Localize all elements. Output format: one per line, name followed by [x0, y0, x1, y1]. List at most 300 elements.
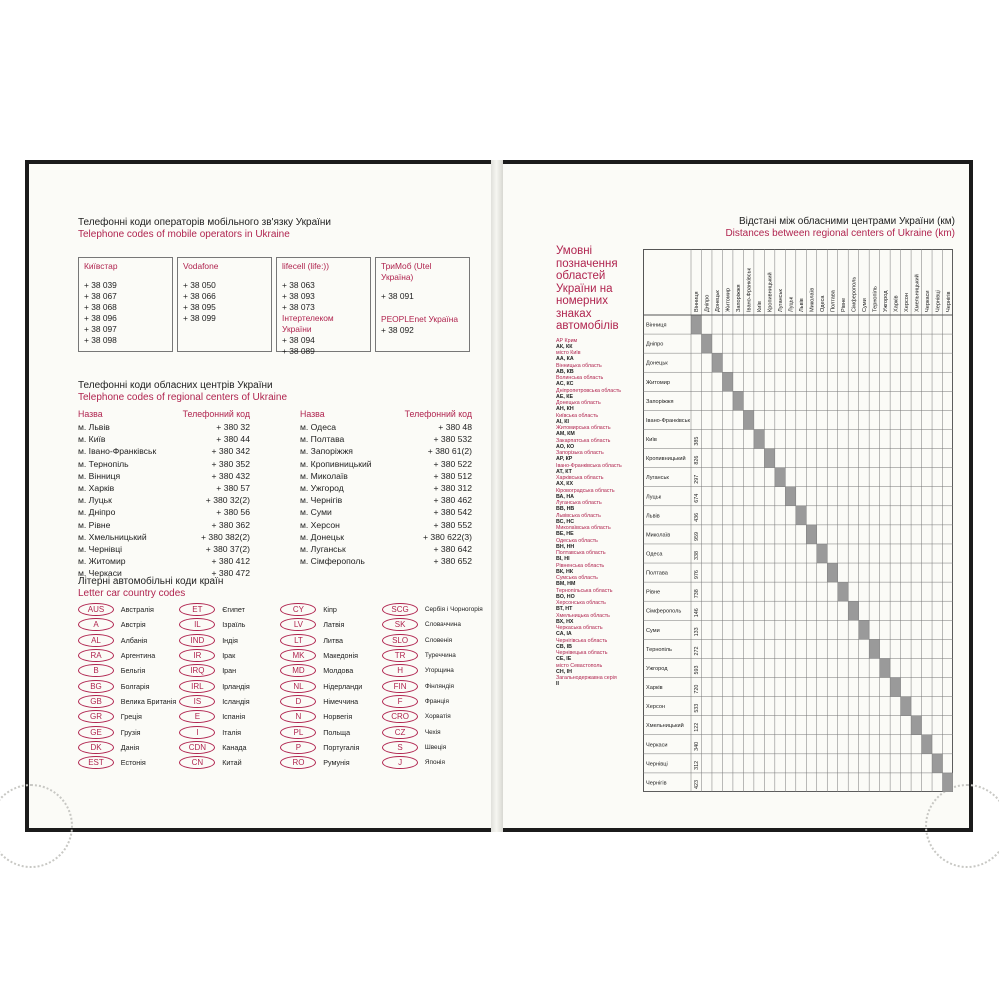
- country-name: Болгарія: [120, 681, 150, 691]
- country-code-cell: [78, 617, 118, 632]
- diagonal-cell: [691, 315, 701, 334]
- column-city-label: Вінниця: [694, 291, 701, 312]
- plate-code: АА, КА: [556, 356, 574, 363]
- operator-code: + 38 093: [282, 291, 315, 301]
- column-city-label: Луцьк: [788, 296, 795, 312]
- country-code-cell: [280, 755, 320, 770]
- country-name: Албанія: [120, 635, 148, 645]
- country-name: Польща: [323, 727, 351, 737]
- plate-code: АХ, КХ: [556, 481, 574, 488]
- country-name: Єгипет: [222, 605, 245, 615]
- operator-code: + 38 067: [84, 291, 117, 301]
- country-name: Італія: [222, 727, 242, 737]
- regional-row: [300, 494, 472, 506]
- regional-row: [78, 494, 250, 506]
- country-code-cell: [280, 602, 320, 617]
- country-code-cell: [280, 724, 320, 739]
- plate-code: ВС, НС: [556, 518, 575, 525]
- row-city-label: Вінниця: [646, 322, 667, 329]
- country-name: Німеччина: [323, 696, 359, 706]
- country-row: [78, 740, 495, 755]
- plate-region: Запорізька область: [556, 450, 604, 456]
- distance-value: 340: [694, 741, 701, 751]
- distance-value: 122: [694, 722, 701, 732]
- phone-code: + 380 412: [211, 556, 250, 567]
- plate-code: СВ, ІВ: [556, 643, 572, 650]
- column-city-label: Ужгород: [882, 290, 889, 312]
- left-page: [29, 164, 495, 828]
- diagonal-cell: [764, 449, 774, 468]
- regional-row: [78, 433, 250, 445]
- plate-code: ВН, НН: [556, 543, 575, 550]
- column-city-label: Сімферополь: [851, 276, 858, 312]
- city-name: м. Вінниця: [78, 470, 121, 481]
- country-name: Кіпр: [323, 605, 337, 615]
- operator-code: + 38 039: [84, 280, 117, 290]
- phone-code: + 380 642: [433, 544, 472, 555]
- city-name: м. Черкаси: [78, 568, 122, 579]
- country-code-cell: [280, 740, 320, 755]
- row-city-label: Чернівці: [646, 761, 668, 768]
- country-name: Велика Британія: [120, 696, 177, 706]
- regional-row: [78, 458, 250, 470]
- phone-code: + 380 362: [211, 519, 250, 530]
- distances-title-en: Distances between regional centers of Ukraine (km): [725, 228, 955, 239]
- plate-code: АР, КР: [556, 456, 573, 463]
- distance-value: 976: [694, 570, 701, 580]
- operator-code: + 38 073: [282, 302, 315, 312]
- diagonal-cell: [733, 391, 743, 410]
- regional-row: [300, 531, 472, 543]
- plate-region: місто Севастополь: [556, 662, 603, 669]
- country-name: Ісландія: [222, 696, 250, 706]
- country-code-cell: [179, 663, 219, 678]
- plate-region: Чернігівська область: [556, 637, 608, 644]
- country-code-oval: AUS: [78, 603, 114, 616]
- country-code-oval: MD: [280, 664, 316, 677]
- operator-sub-name: PEOPLEnet Україна: [381, 314, 459, 324]
- column-city-label: Кропивницький: [767, 272, 774, 312]
- plates-title: Умовні позначення областей України на номерних знаках автомобілів: [556, 245, 619, 332]
- country-name: Словенія: [424, 636, 453, 644]
- phone-code: + 380 57: [216, 483, 250, 494]
- country-code-oval: FIN: [382, 680, 418, 693]
- city-name: м. Запоріжжя: [300, 446, 353, 457]
- country-row: [78, 663, 495, 678]
- country-row: [78, 755, 495, 770]
- diagonal-cell: [701, 334, 711, 353]
- country-code-oval: NL: [280, 680, 316, 693]
- row-city-label: Суми: [646, 627, 660, 634]
- country-code-oval: CY: [280, 603, 316, 616]
- col-name-header: Назва: [300, 409, 325, 419]
- regional-row: [300, 543, 472, 555]
- plate-code: АТ, КТ: [556, 468, 572, 475]
- plate-code: АМ, КМ: [556, 431, 575, 438]
- column-city-label: Львів: [799, 298, 806, 312]
- plate-code: АН, КН: [556, 406, 574, 413]
- country-code-cell: [179, 602, 219, 617]
- country-name: Литва: [323, 635, 343, 645]
- operator-name: Київстар: [84, 261, 118, 271]
- regional-row: [300, 555, 472, 567]
- distance-value: 133: [694, 627, 701, 637]
- operator-code: + 38 099: [183, 313, 216, 323]
- plate-code: АК, КК: [556, 343, 573, 350]
- plate-code: ВВ, НВ: [556, 506, 575, 513]
- country-code-cell: [280, 663, 320, 678]
- country-row: [78, 724, 495, 739]
- plate-region: Волинська область: [556, 375, 604, 381]
- column-city-label: Полтава: [830, 290, 837, 312]
- distances-header: [725, 216, 955, 240]
- plate-code: АІ, КІ: [556, 418, 569, 425]
- diagonal-cell: [859, 620, 869, 639]
- operator-code: + 38 096: [84, 313, 117, 323]
- country-code-oval: IRL: [179, 680, 215, 693]
- plate-region: Миколаївська область: [556, 525, 611, 531]
- country-code-oval: PL: [280, 726, 316, 739]
- country-name: Австралія: [120, 605, 154, 615]
- phone-code: + 380 32(2): [205, 495, 250, 506]
- country-codes-table: [78, 602, 495, 770]
- country-code-cell: [78, 678, 118, 693]
- distance-value: 338: [694, 551, 701, 561]
- country-code-cell: [179, 724, 219, 739]
- city-name: м. Харків: [78, 483, 115, 494]
- plate-code: СЕ, ІЕ: [556, 656, 572, 663]
- phone-code: + 380 352: [211, 458, 250, 469]
- column-city-label: Тернопіль: [872, 286, 879, 312]
- city-name: м. Івано-Франківськ: [78, 446, 157, 457]
- country-name: Китай: [222, 758, 242, 768]
- country-code-oval: IL: [179, 618, 215, 631]
- country-name: Фінляндія: [424, 682, 455, 690]
- operator-code: + 38 091: [381, 291, 414, 301]
- country-code-oval: IS: [179, 695, 215, 708]
- phone-code: + 380 48: [438, 422, 472, 432]
- column-city-label: Черкаси: [924, 290, 931, 312]
- distance-value: 826: [694, 455, 701, 465]
- operator-code: + 38 066: [183, 291, 216, 301]
- city-name: м. Тернопіль: [78, 458, 129, 469]
- country-code-oval: EST: [78, 756, 114, 769]
- city-name: м. Хмельницький: [78, 531, 147, 542]
- regional-row: [78, 543, 250, 555]
- page-corner-arc: [0, 784, 73, 868]
- country-code-cell: [280, 709, 320, 724]
- country-code-cell: [382, 633, 422, 648]
- country-name: Грузія: [120, 727, 141, 737]
- country-name: Словаччина: [424, 621, 461, 629]
- countries-title-ua: Літерні автомобільні коди країн: [78, 576, 224, 587]
- country-name: Австрія: [120, 620, 146, 630]
- mobile-header: [78, 217, 331, 241]
- country-row: [78, 678, 495, 693]
- country-name: Молдова: [323, 666, 354, 676]
- country-code-oval: F: [382, 695, 418, 708]
- city-name: м. Донецьк: [300, 531, 345, 542]
- diagonal-cell: [838, 582, 848, 601]
- row-city-label: Одеса: [646, 551, 663, 558]
- regional-row: [300, 519, 472, 531]
- operator-code: + 38 098: [84, 335, 117, 345]
- diagonal-cell: [775, 468, 785, 487]
- country-code-oval: S: [382, 741, 418, 754]
- country-code-cell: [280, 633, 320, 648]
- diagonal-cell: [932, 754, 942, 773]
- row-city-label: Ужгород: [646, 665, 668, 672]
- country-name: Норвегія: [323, 712, 353, 722]
- row-city-label: Луганськ: [646, 475, 669, 482]
- country-name: Данія: [120, 742, 140, 752]
- country-code-cell: [78, 694, 118, 709]
- distance-value: 146: [694, 608, 701, 618]
- country-code-oval: CRO: [382, 710, 418, 723]
- regional-row: [300, 482, 472, 494]
- country-code-oval: GR: [78, 710, 114, 723]
- plate-code: ВЕ, НЕ: [556, 531, 574, 538]
- city-name: м. Полтава: [300, 434, 345, 445]
- distance-value: 738: [694, 589, 701, 599]
- book-gutter: [491, 160, 503, 832]
- city-name: м. Рівне: [78, 519, 111, 530]
- regional-row: [78, 555, 250, 567]
- plate-region: Івано-Франківська область: [556, 462, 622, 469]
- row-city-label: Сімферополь: [646, 608, 682, 615]
- column-city-label: Одеса: [820, 295, 826, 312]
- country-code-oval: RO: [280, 756, 316, 769]
- plate-region: Кіровоградська область: [556, 487, 615, 494]
- country-code-cell: [179, 694, 219, 709]
- country-code-oval: D: [280, 695, 316, 708]
- city-name: м. Сімферополь: [300, 556, 365, 567]
- country-code-cell: [382, 740, 422, 755]
- country-code-oval: SLO: [382, 634, 418, 647]
- country-code-oval: N: [280, 710, 316, 723]
- row-city-label: Херсон: [646, 704, 666, 711]
- city-name: м. Київ: [78, 434, 106, 445]
- country-name: Естонія: [120, 758, 146, 768]
- phone-code: + 380 512: [433, 470, 472, 481]
- plate-region: Хмельницька область: [556, 612, 610, 619]
- row-city-label: Івано-Франківськ: [646, 417, 690, 424]
- regional-row: [300, 421, 472, 433]
- diagonal-cell: [890, 678, 900, 697]
- country-code-cell: [78, 602, 118, 617]
- row-city-label: Луцьк: [646, 494, 662, 501]
- column-city-label: Хмельницький: [914, 274, 921, 312]
- distance-value: 312: [694, 760, 701, 770]
- country-code-cell: [179, 678, 219, 693]
- regional-row: [300, 470, 472, 482]
- country-code-oval: SCG: [382, 603, 418, 616]
- country-code-cell: [78, 709, 118, 724]
- country-code-cell: [382, 755, 422, 770]
- distance-value: 436: [694, 512, 701, 522]
- plate-codes: [556, 245, 646, 688]
- city-name: м. Кропивницький: [300, 458, 372, 469]
- phone-code: + 380 61(2): [427, 446, 472, 457]
- country-code-cell: [280, 694, 320, 709]
- country-code-cell: [382, 648, 422, 663]
- plate-code: АО, КО: [556, 443, 575, 450]
- country-code-oval: IR: [179, 649, 215, 662]
- operator-code: + 38 092: [381, 325, 414, 335]
- phone-code: + 380 432: [211, 470, 250, 481]
- column-city-label: Чернівці: [935, 290, 942, 312]
- plate-region: Житомирська область: [556, 425, 611, 431]
- country-code-cell: [179, 755, 219, 770]
- diagonal-cell: [743, 410, 753, 429]
- operator-code: + 38 068: [84, 302, 117, 312]
- regional-row: [78, 482, 250, 494]
- plate-code: ВА, НА: [556, 493, 574, 500]
- city-name: м. Луцьк: [78, 495, 112, 506]
- column-city-label: Суми: [861, 298, 868, 312]
- city-name: м. Дніпро: [78, 507, 116, 518]
- operator-code: + 38 097: [84, 324, 117, 334]
- country-row: [78, 694, 495, 709]
- row-city-label: Київ: [646, 437, 657, 444]
- country-code-oval: TR: [382, 649, 418, 662]
- country-code-cell: [179, 740, 219, 755]
- country-code-cell: [78, 633, 118, 648]
- phone-code: + 380 522: [433, 458, 472, 469]
- plate-region: Сумська область: [556, 575, 598, 581]
- diagonal-cell: [848, 601, 858, 620]
- country-row: [78, 633, 495, 648]
- country-code-cell: [78, 740, 118, 755]
- country-code-oval: I: [179, 726, 215, 739]
- country-code-cell: [280, 617, 320, 632]
- city-name: м. Херсон: [300, 519, 340, 530]
- phone-code: + 380 552: [433, 519, 472, 530]
- country-name: Франція: [424, 697, 449, 705]
- country-code-cell: [382, 617, 422, 632]
- plate-code: ВК, НК: [556, 568, 574, 575]
- phone-code: + 380 532: [433, 434, 472, 445]
- phone-code: + 380 622(3): [423, 531, 472, 542]
- row-city-label: Запоріжжя: [646, 398, 674, 405]
- diagonal-cell: [806, 525, 816, 544]
- operator-code: + 38 050: [183, 280, 216, 290]
- regional-row: [78, 506, 250, 518]
- city-name: м. Луганськ: [300, 544, 346, 555]
- diagonal-cell: [827, 563, 837, 582]
- country-name: Ізраїль: [222, 620, 246, 630]
- country-name: Бельгія: [120, 666, 146, 676]
- plate-code: ІІ: [556, 681, 559, 688]
- country-code-oval: ET: [179, 603, 215, 616]
- column-city-label: Дніпро: [704, 294, 711, 312]
- regional-row: [300, 458, 472, 470]
- plate-code: СА, ІА: [556, 631, 572, 638]
- col-code-header: Телефонний код: [404, 409, 472, 419]
- country-code-oval: CN: [179, 756, 215, 769]
- country-code-oval: H: [382, 664, 418, 677]
- distance-value: 674: [694, 493, 701, 503]
- regional-row: [78, 421, 250, 433]
- operator-box: [276, 257, 371, 356]
- column-city-label: Миколаїв: [809, 287, 816, 312]
- phone-code: + 380 56: [216, 507, 250, 518]
- row-city-label: Харків: [646, 685, 663, 692]
- plate-code: ВІ, НІ: [556, 556, 570, 563]
- diagonal-cell: [901, 697, 911, 716]
- regional-title-en: Telephone codes of regional centers of Ukraine: [78, 392, 288, 403]
- country-code-oval: GB: [78, 695, 114, 708]
- phone-code: + 380 462: [433, 495, 472, 506]
- plate-code: АС, КС: [556, 381, 574, 388]
- phone-code: + 380 472: [211, 568, 250, 579]
- country-code-oval: DK: [78, 741, 114, 754]
- country-code-oval: GE: [78, 726, 114, 739]
- country-row: [78, 709, 495, 724]
- column-city-label: Рівне: [840, 297, 847, 312]
- diagonal-cell: [722, 372, 732, 391]
- phone-code: + 380 32: [216, 422, 250, 432]
- country-code-oval: J: [382, 756, 418, 769]
- regional-row: [78, 470, 250, 482]
- row-city-label: Черкаси: [646, 742, 668, 749]
- plate-code: СН, ІН: [556, 668, 572, 675]
- plate-region: місто Київ: [556, 350, 581, 356]
- plate-region: Львівська область: [556, 512, 601, 519]
- country-code-oval: CDN: [179, 741, 215, 754]
- operator-sub-name: Інтертелеком України: [282, 313, 334, 334]
- country-code-oval: E: [179, 710, 215, 723]
- row-city-label: Рівне: [646, 589, 661, 596]
- distance-value: 385: [694, 436, 701, 446]
- country-name: Хорватія: [424, 713, 451, 721]
- country-code-oval: SK: [382, 618, 418, 631]
- plate-region: Херсонська область: [556, 600, 606, 606]
- country-name: Індія: [222, 635, 238, 645]
- phone-code: + 380 37(2): [205, 544, 250, 555]
- row-city-label: Полтава: [646, 570, 668, 577]
- country-code-cell: [382, 678, 422, 693]
- regional-header: [78, 380, 287, 404]
- plate-code: АВ, КВ: [556, 368, 574, 375]
- diagonal-cell: [754, 429, 764, 448]
- distance-value: 297: [694, 474, 701, 484]
- phone-code: + 380 312: [433, 483, 472, 494]
- plate-region: Загальнодержавна серія: [556, 675, 617, 681]
- country-name: Ірландія: [222, 681, 250, 691]
- operator-name: Vodafone: [183, 261, 219, 271]
- country-code-cell: [78, 663, 118, 678]
- regional-row: [78, 519, 250, 531]
- city-name: м. Ужгород: [300, 483, 344, 494]
- country-code-oval: LV: [280, 618, 316, 631]
- diagonal-cell: [943, 773, 953, 792]
- column-city-label: Чернігів: [945, 291, 952, 312]
- plate-region: Харківська область: [556, 475, 604, 481]
- country-code-cell: [382, 724, 422, 739]
- country-row: [78, 602, 495, 617]
- country-name: Македонія: [323, 651, 358, 661]
- regional-row: [78, 445, 250, 457]
- plate-code: ВХ, НХ: [556, 618, 574, 625]
- right-page: [503, 164, 969, 828]
- country-code-cell: [78, 724, 118, 739]
- plate-region: Донецька область: [556, 400, 601, 406]
- mobile-title-ua: Телефонні коди операторів мобільного зв'язку України: [78, 217, 332, 228]
- country-code-cell: [179, 709, 219, 724]
- regional-table-left: [78, 409, 250, 580]
- operator-box: [177, 257, 272, 352]
